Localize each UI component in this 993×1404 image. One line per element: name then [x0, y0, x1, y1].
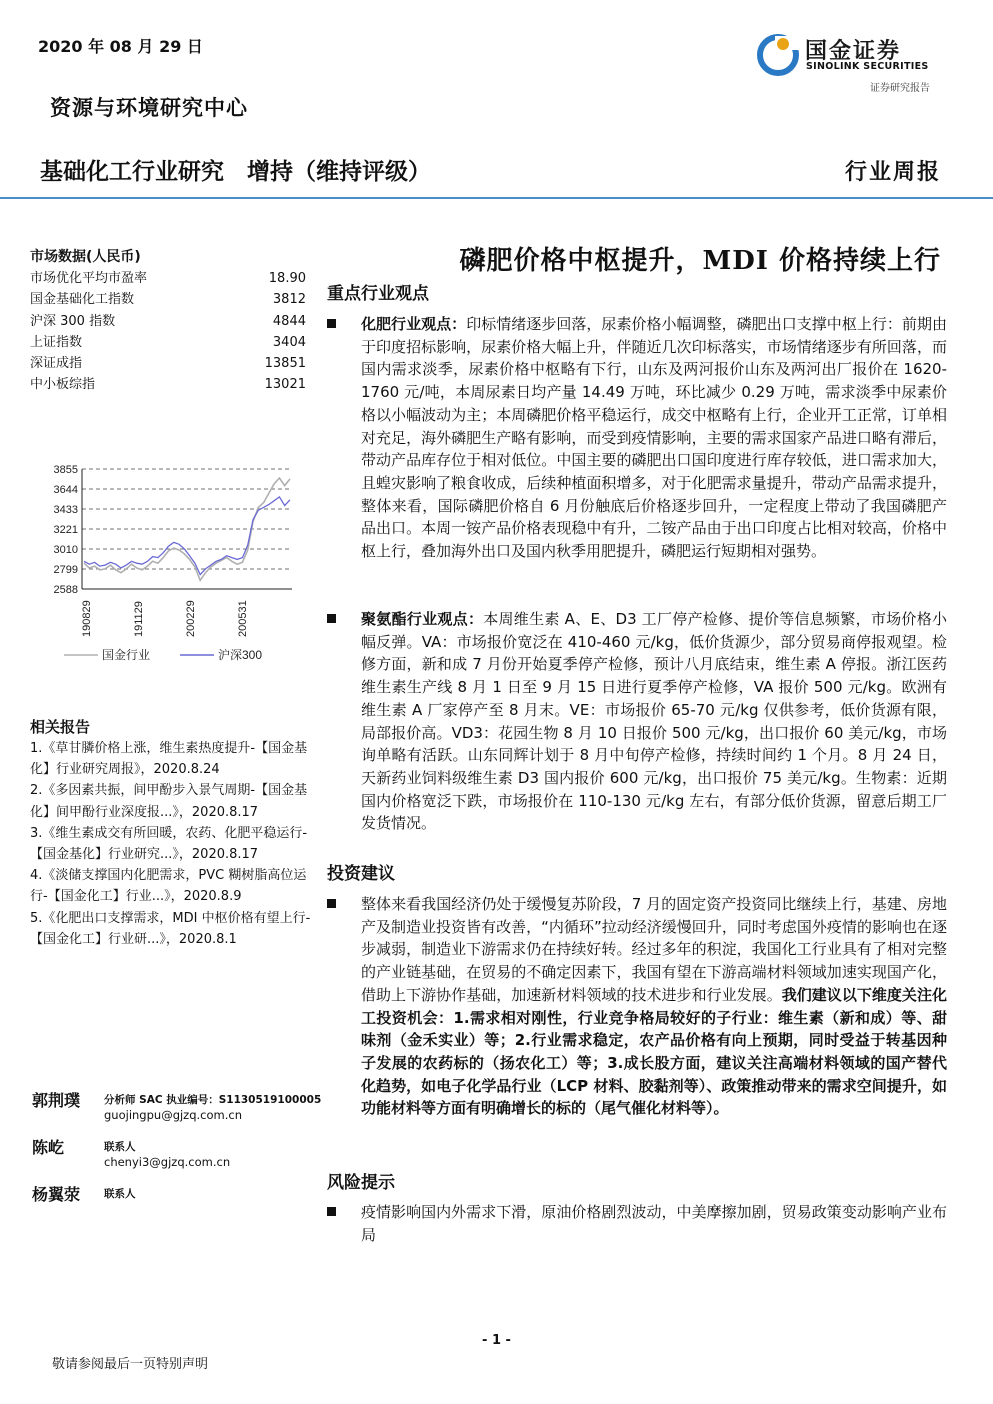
analyst-email[interactable]: guojingpu@gjzq.com.cn [104, 1108, 243, 1122]
bullet-square-icon [327, 1207, 336, 1216]
report-title: 磷肥价格中枢提升，MDI 价格持续上行 [459, 246, 941, 276]
bullet-investment [327, 893, 947, 1120]
chart-series-line [84, 497, 290, 575]
research-center-name: 资源与环境研究中心 [50, 95, 248, 120]
bullet-fertilizer [327, 313, 947, 563]
chart-y-tick-label: 3433 [53, 504, 78, 516]
bullet-body: 印标情绪逐步回落，尿素价格小幅调整，磷肥出口支撑中枢上行：前期由于印度招标影响，尿素价格大幅上升，伴随近几次印标落实，市场情绪逐步有所回落，而国内需求淡季，尿素价格中枢略有下行，山东及两河报价山东及两河出厂报价在 1620-1760 元/吨，本周尿素日均产量 14.49 万吨，环比减少 0.29 万吨，需求淡季中尿素价格以小幅波动为主；本周磷肥价格平稳运行，成交中枢略有上行，企业开工正常，订单相对充足，海外磷肥生产略有影响，而受到疫情影响，主要的需求国家产品进口略有滞后，带动产品库存位于相对低位。中国主要的磷肥出口国印度进行库存较低，进口需求加大，且蝗灾影响了粮食收成，后续种植面积增多，对于化肥需求量提升，带动产品需求提升，整体来看，国际磷肥价格自 6 月份触底后价格逐步回升，一定程度上带动了我国磷肥产品出口。本周一铵产品价格表现稳中有升，二铵产品由于出口印度占比相对较高，价格中枢上行，叠加海外出口及国内秋季用肥提升，磷肥运行短期相对强势。 [361, 315, 947, 561]
related-reports-title: 相关报告 [30, 718, 91, 736]
market-data-title: 市场数据(人民币) [30, 249, 141, 265]
page-number: - 1 - [482, 1333, 511, 1348]
bullet-lead: 化肥行业观点： [361, 315, 467, 333]
market-data-table [30, 268, 306, 396]
related-reports-list [30, 738, 322, 950]
chart-x-tick-label: 191129 [133, 601, 145, 637]
chart-y-tick-label: 3644 [53, 484, 78, 496]
bullet-body: 疫情影响国内外需求下滑，原油价格剧烈波动，中美摩擦加剧，贸易政策变动影响产业布局 [361, 1203, 947, 1244]
industry-rating-title: 基础化工行业研究 增持（维持评级） [40, 159, 431, 185]
logo-subtitle: 证券研究报告 [870, 83, 930, 94]
analyst-email[interactable]: chenyi3@gjzq.com.cn [104, 1155, 231, 1169]
bullet-lead: 聚氨酯行业观点： [361, 610, 484, 628]
analyst-name: 陈屹 [32, 1138, 65, 1157]
market-row: 深证成指 13851 [30, 356, 306, 372]
bullet-body: 整体来看我国经济仍处于缓慢复苏阶段，7 月的固定资产投资同比继续上行，基建、房地产及制造业投资皆有改善，“内循环”拉动经济缓慢回升，同时考虑国外疫情的影响也在逐步减弱，制造业下游需求仍在持续好转。经过多年的积淀，我国化工行业具有了相对完整的产业链基础，在贸易的不确定因素下，我国有望在下游高端材料领域加速实现国产化，借助上下游协作基础，加速新材料领域的技术进步和行业发展。 [361, 895, 947, 1004]
analyst-name: 郭荆璞 [32, 1091, 81, 1110]
bullet-square-icon [327, 319, 336, 328]
chart-y-tick-label: 3010 [53, 544, 78, 556]
market-row: 中小板综指 13021 [30, 377, 306, 393]
section-heading-investment: 投资建议 [327, 864, 395, 884]
section-heading-industry-views: 重点行业观点 [327, 284, 429, 304]
chart-x-tick-label: 200229 [185, 600, 197, 637]
chart-x-tick-label: 190829 [81, 600, 93, 637]
footer-disclaimer: 敬请参阅最后一页特别声明 [52, 1357, 209, 1372]
market-row: 沪深 300 指数 4844 [30, 313, 306, 329]
related-report-item[interactable]: 1.《草甘膦价格上涨，维生素热度提升-【国金基化】行业研究周报》，2020.8.24 [30, 741, 308, 778]
logo-english-name: SINOLINK SECURITIES [806, 61, 929, 72]
chart-x-tick-label: 200531 [237, 600, 249, 637]
analyst-role: 联系人 [104, 1188, 136, 1200]
analyst-role: 分析师 SAC 执业编号：S1130519100005 [104, 1094, 322, 1106]
section-heading-risk: 风险提示 [327, 1173, 395, 1193]
bullet-risk [327, 1201, 947, 1246]
chart-y-tick-label: 3221 [53, 524, 78, 536]
analyst-name: 杨翼荥 [32, 1185, 81, 1204]
market-row: 上证指数 3404 [30, 334, 306, 350]
chart-y-tick-label: 2799 [53, 564, 78, 576]
market-row: 市场优化平均市盈率 18.90 [30, 271, 306, 286]
bullet-bold-body: 我们建议以下维度关注化工投资机会：1.需求相对刚性，行业竞争格局较好的子行业：维生素（新和成）等、甜味剂（金禾实业）等；2.行业需求稳定，农产品价格有向上预期，同时受益于转基因种子发展的农药标的（扬农化工）等；3.成长股方面，建议关注高端材料领域的国产替代化趋势，如电子化学品行业（LCP 材料、胶黏剂等）、政策推动带来的需求空间提升，如功能材料等方面有明确增长的标的（尾气催化材料等）。 [361, 985, 947, 1118]
market-row: 国金基础化工指数 3812 [30, 292, 306, 308]
index-comparison-chart [30, 455, 300, 670]
chart-y-tick-label: 2588 [53, 584, 78, 596]
logo-chinese-name: 国金证券 [805, 39, 902, 64]
report-type: 行业周报 [844, 159, 941, 185]
related-report-item[interactable]: 3.《维生素成交有所回暖，农药、化肥平稳运行-【国金基化】行业研究...》，2020.8.17 [30, 825, 308, 863]
related-report-item[interactable]: 4.《淡储支撑国内化肥需求，PVC 糊树脂高位运行-【国金化工】行业...》，2020.8.9 [30, 868, 307, 905]
bullet-square-icon [327, 614, 336, 623]
header-divider [0, 197, 993, 199]
related-report-item[interactable]: 5.《化肥出口支撑需求，MDI 中枢价格有望上行-【国金化工】行业研...》，2020.8.1 [30, 910, 311, 947]
bullet-square-icon [327, 899, 336, 908]
chart-legend-label: 国金行业 [102, 648, 151, 662]
bullet-body: 本周维生素 A、E、D3 工厂停产检修、提价等信息频繁，市场价格小幅反弹。VA：市场报价宽泛在 410-460 元/kg，低价货源少，部分贸易商停报观望。检修方面，新和成 7 月份开始夏季停产检修，预计八月底结束，维生素 A 停报。浙江医药维生素生产线 8 月 1 日至 9 月 15 日进行夏季停产检修，VA 报价 500 元/kg。欧洲有维生素 A 厂家停产至 8 月末。VE：市场报价 65-70 元/kg 仅供参考，低价货源有限，局部报价高。VD3：花园生物 8 月 10 日报价 500 元/kg，出口报价 60 美元/kg，市场询单略有活跃。山东同辉计划于 8 月中旬停产检修，持续时间约 1 个月。8 月 24 日，天新药业饲料级维生素 D3 国内报价 600 元/kg，出口报价 75 美元/kg。生物素：近期国内价格宽泛下跌，市场报价在 110-130 元/kg 左右，有部分低价货源，留意后期工厂发货情况。 [361, 610, 947, 833]
report-date: 2020 年 08 月 29 日 [38, 37, 203, 56]
chart-legend-label: 沪深300 [218, 648, 263, 662]
chart-y-tick-label: 3855 [53, 464, 78, 476]
related-report-item[interactable]: 2.《多因素共振，间甲酚步入景气周期-【国金基化】间甲酚行业深度报...》，2020.8.17 [30, 783, 308, 820]
bullet-polyurethane [327, 608, 947, 835]
sinolink-logo-icon [757, 34, 801, 76]
analyst-role: 联系人 [104, 1141, 136, 1153]
